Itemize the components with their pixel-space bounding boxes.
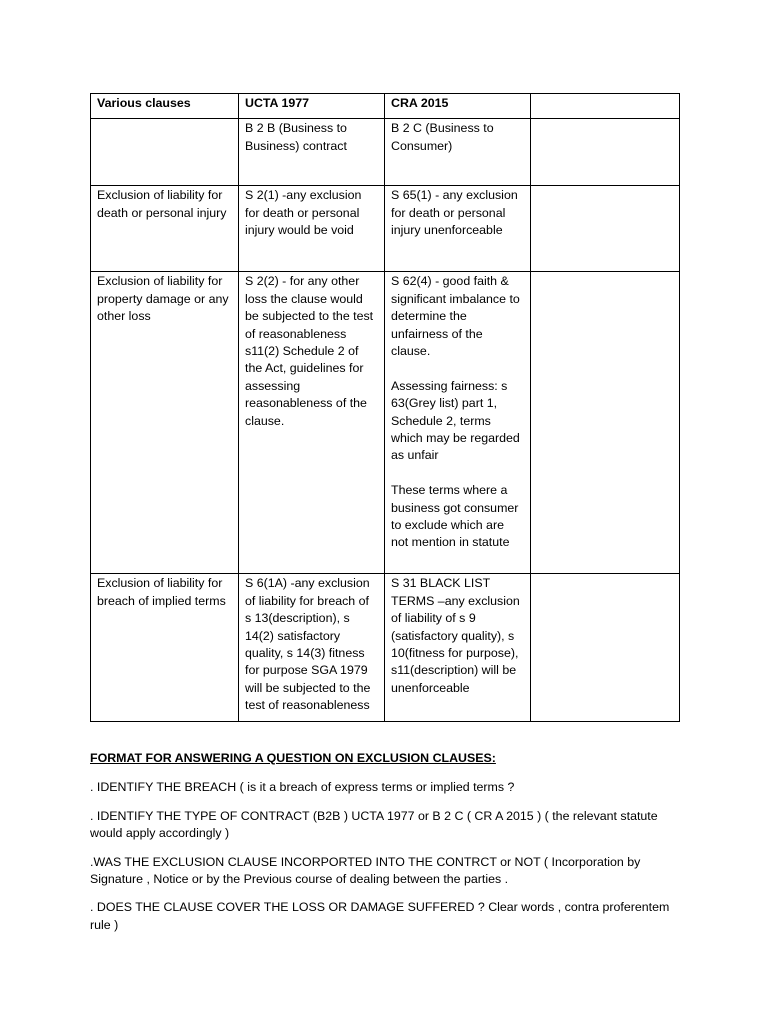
table-header-row	[91, 94, 680, 119]
cra-paragraph: Assessing fairness: s 63(Grey list) part 1, Schedule 2, terms which may be regarded as unfair	[391, 378, 520, 463]
header-empty	[531, 94, 680, 119]
extra-cell	[531, 574, 680, 721]
ucta-cell: S 2(1) -any exclusion for death or personal injury would be void	[239, 186, 385, 272]
format-title: FORMAT FOR ANSWERING A QUESTION ON EXCLUSION CLAUSES:	[90, 751, 496, 765]
cra-cell	[385, 119, 531, 186]
format-step: .WAS THE EXCLUSION CLAUSE INCORPORTED INTO THE CONTRCT or NOT ( Incorporation by Signature , Notice or by the Previous course of dealing between the parties .	[90, 854, 641, 887]
clause-cell: Exclusion of liability for breach of implied terms	[91, 574, 239, 721]
header-ucta-1977: UCTA 1977	[239, 94, 385, 119]
ucta-cell: S 6(1A) -any exclusion of liability for breach of s 13(description), s 14(2) satisfactory quality, s 14(3) fitness for purpose SGA 1979 will be subjected to the test of reasonableness	[239, 574, 385, 721]
paragraph-gap	[391, 360, 524, 377]
header-various-clauses: Various clauses	[91, 94, 239, 119]
cra-paragraph: These terms where a business got consumer to exclude which are not mention in statute	[391, 483, 519, 550]
cra-paragraph: S 62(4) - good faith & significant imbalance to determine the unfairness of the clause.	[391, 274, 520, 359]
cra-paragraph: B 2 C (Business to Consumer)	[391, 121, 494, 153]
cra-cell	[385, 186, 531, 272]
clause-cell: Exclusion of liability for death or personal injury	[91, 186, 239, 272]
header-cra-2015: CRA 2015	[385, 94, 531, 119]
extra-cell	[531, 119, 680, 186]
format-step: . IDENTIFY THE TYPE OF CONTRACT (B2B ) UCTA 1977 or B 2 C ( CR A 2015 ) ( the relevant statute would apply accordingly )	[90, 808, 658, 841]
table-row	[91, 272, 680, 574]
format-step: . DOES THE CLAUSE COVER THE LOSS OR DAMAGE SUFFERED ? Clear words , contra proferentem rule )	[90, 900, 670, 932]
table-row	[91, 119, 680, 186]
paragraph-gap	[391, 465, 524, 482]
clause-cell	[91, 119, 239, 186]
extra-cell	[531, 186, 680, 272]
ucta-cell: S 2(2) - for any other loss the clause would be subjected to the test of reasonableness s11(2) Schedule 2 of the Act, guidelines for assessing reasonableness of the clause.	[239, 272, 385, 574]
table-row	[91, 574, 680, 721]
cra-paragraph: S 31 BLACK LIST TERMS –any exclusion of liability of s 9 (satisfactory quality), s 10(fitness for purpose), s11(description) will be unenforceable	[391, 576, 520, 695]
cra-cell	[385, 574, 531, 721]
cra-paragraph: S 65(1) - any exclusion for death or personal injury unenforceable	[391, 188, 518, 238]
table-row	[91, 186, 680, 272]
cra-cell	[385, 272, 531, 574]
clause-cell: Exclusion of liability for property damage or any other loss	[91, 272, 239, 574]
extra-cell	[531, 272, 680, 574]
exclusion-clauses-table	[90, 93, 680, 722]
ucta-cell: B 2 B (Business to Business) contract	[239, 119, 385, 186]
format-step: . IDENTIFY THE BREACH ( is it a breach of express terms or implied terms ?	[90, 780, 515, 795]
answer-format-section	[90, 750, 690, 945]
